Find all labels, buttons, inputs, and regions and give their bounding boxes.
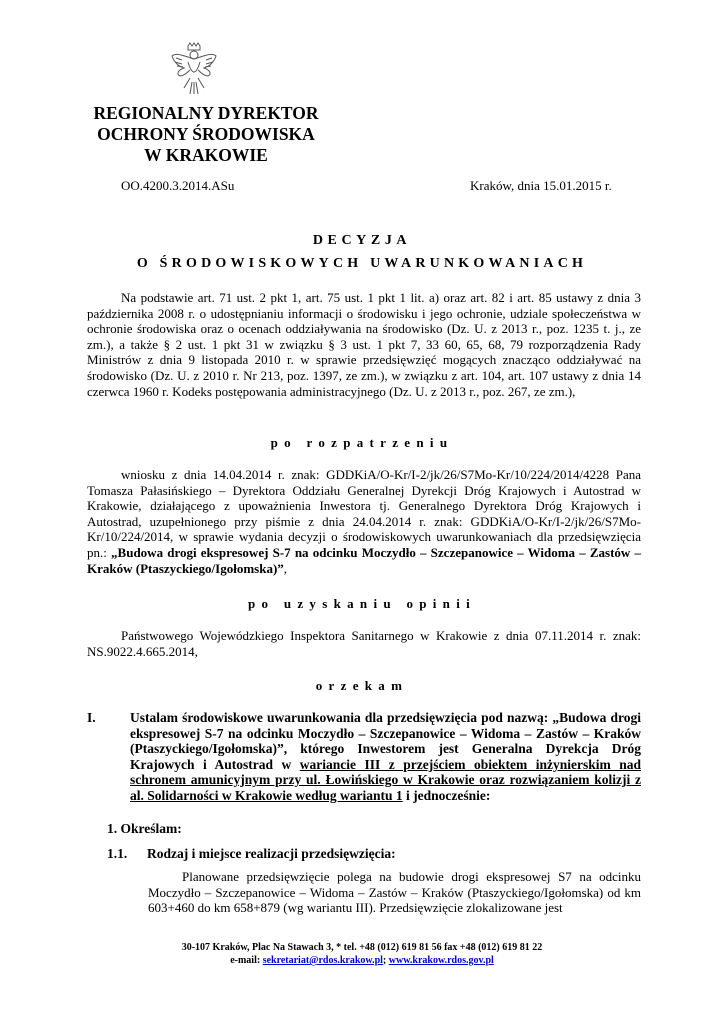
subsection-1-heading: 1. Określam:	[107, 821, 182, 836]
document-subtitle: O ŚRODOWISKOWYCH UWARUNKOWANIACH	[136, 256, 588, 271]
heading-opinion: po uzyskaniu opinii	[247, 596, 477, 611]
polish-eagle-emblem-icon	[170, 42, 218, 96]
legal-basis-paragraph: Na podstawie art. 71 ust. 2 pkt 1, art. 75 ust. 1 pkt 1 lit. a) oraz art. 82 i art. 85 ustawy z dnia 3 października 2008 r. o udostępnianiu informacji o środowisku i jego ochronie, udziale społeczeństwa w ochronie środowiska oraz o ocenach oddziaływania na środowisko (Dz. U. z 2013 r., poz. 1235 t. j., ze zm.), a także § 2 ust. 1 pkt 31 w związku § 3 ust. 1 pkt 7, 33 60, 65, 68, 79 rozporządzenia Rady Ministrów z dnia 9 listopada 2010 r. w sprawie przedsięwzięć mogących znacząco oddziaływać na środowisko (Dz. U. z 2010 r. Nr 213, poz. 1397, ze zm.), w związku z art. 104, art. 107 ustawy z dnia 14 czerwca 1960 r. Kodeks postępowania administracyjnego (Dz. U. z 2013 r., poz. 267, ze zm.),	[87, 290, 641, 399]
subsection-1-1-number: 1.1.	[107, 846, 128, 861]
footer-address: 30-107 Kraków, Plac Na Stawach 3, * tel. +48 (012) 619 81 56 fax +48 (012) 619 81 22	[181, 942, 543, 953]
section-number: I.	[87, 710, 96, 725]
footer-separator: ;	[382, 955, 387, 966]
case-reference: OO.4200.3.2014.ASu	[121, 178, 235, 193]
request-paragraph	[87, 467, 641, 576]
heading-after-review: po rozpatrzeniu	[270, 435, 454, 450]
project-name: „Budowa drogi ekspresowej S-7 na odcinku Moczydło – Szczepanowice – Widoma – Zastów – Kraków (Ptaszyckiego/Igołomska)”	[87, 544, 641, 576]
page-footer	[0, 941, 724, 967]
subsection-1-1-title: Rodzaj i miejsce realizacji przedsięwzięcia:	[147, 846, 396, 861]
issuer-line-1: REGIONALNY DYREKTOR	[93, 103, 319, 123]
section-i-text: Ustalam środowiskowe uwarunkowania dla przedsięwzięcia pod nazwą: „Budowa drogi ekspresowej S-7 na odcinku Moczydło – Szczepanowice – Widoma – Zastów – Kraków (Ptaszyckiego/Igołomska)”, którego Inwestorem jest Generalna Dyrekcja Dróg Krajowych i Autostrad w	[130, 710, 641, 772]
issue-date: Kraków, dnia 15.01.2015 r.	[470, 178, 612, 193]
website-link[interactable]: www.krakow.rdos.gov.pl	[388, 955, 494, 966]
opinion-paragraph: Państwowego Wojewódzkiego Inspektora Sanitarnego w Krakowie z dnia 07.11.2014 r. znak: NS.9022.4.665.2014,	[87, 628, 641, 659]
section-i-tail: i jednocześnie:	[406, 787, 491, 803]
request-text: wniosku z dnia 14.04.2014 r. znak: GDDKiA/O-Kr/I-2/jk/26/S7Mo-Kr/10/224/2014/4228 Pana Tomasza Pałasińskiego – Dyrektora Oddziału Generalnej Dyrekcji Dróg Krajowych i Autostrad w Krakowie, działającego z upoważnienia Inwestora tj. Generalnego Dyrektora Dróg Krajowych i Autostrad, uzupełnionego przy piśmie z dnia 24.04.2014 r. znak: GDDKiA/O-Kr/I-2/jk/26/S7Mo-Kr/10/224/2014, w sprawie wydania decyzji o środowiskowych uwarunkowaniach dla przedsięwzięcia pn.:	[87, 467, 641, 560]
document-title: DECYZJA	[312, 233, 412, 248]
email-link[interactable]: sekretariat@rdos.krakow.pl	[262, 955, 383, 966]
footer-contact	[0, 954, 724, 967]
issuer-line-3: W KRAKOWIE	[144, 145, 268, 165]
issuer-line-2: OCHRONY ŚRODOWISKA	[97, 124, 315, 144]
section-i-variant: wariancie III z przejściem obiektem inżynierskim nad schronem amunicyjnym przy ul. Łowińskiego w Krakowie oraz rozwiązaniem kolizji z al. Solidarności w Krakowie według wariantu 1	[130, 756, 642, 803]
subsection-1-1-heading	[107, 846, 396, 862]
subsection-1-1-text: Planowane przedsięwzięcie polega na budowie drogi ekspresowej S7 na odcinku Moczydło – Szczepanowice – Widoma – Zastów – Kraków (Ptaszyckiego/Igołomska) od km 603+460 do km 658+879 (wg wariantu III). Przedsięwzięcie zlokalizowane jest	[148, 869, 641, 916]
section-i-body	[130, 710, 641, 804]
issuer-name	[86, 103, 326, 166]
request-tail: ,	[283, 560, 288, 576]
heading-decide: orzekam	[315, 678, 409, 693]
footer-email-label: e-mail:	[230, 955, 261, 966]
